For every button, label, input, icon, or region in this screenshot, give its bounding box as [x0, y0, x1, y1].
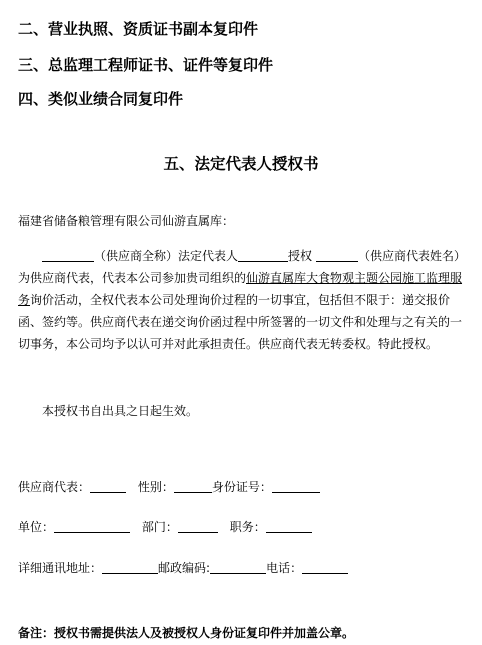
heading-similar-contracts: 四、类似业绩合同复印件	[18, 90, 184, 108]
authorization-paragraph	[18, 245, 470, 355]
position-blank	[266, 519, 312, 533]
id-label: 身份证号：	[211, 480, 272, 494]
gender-blank	[174, 479, 212, 493]
form-row-address	[18, 559, 348, 576]
dept-label: 部门：	[141, 520, 178, 534]
postcode-blank	[210, 560, 266, 574]
form-row-rep	[18, 478, 320, 495]
legal-rep-blank	[238, 248, 288, 262]
rep-blank	[90, 479, 126, 493]
remark: 备注：授权书需提供法人及被授权人身份证复印件并加盖公章。	[18, 626, 355, 640]
text-segment: （供应商全称）法定代表人	[94, 249, 239, 263]
rep-label: 供应商代表：	[18, 480, 91, 494]
company-name-blank	[42, 248, 94, 262]
address-blank	[102, 560, 158, 574]
position-label: 职务：	[229, 520, 266, 534]
effective-statement: 本授权书自出具之日起生效。	[42, 404, 199, 418]
unit-blank	[54, 519, 130, 533]
gender-label: 性别：	[137, 480, 174, 494]
text-segment: （供应商代表姓名）为供应商代表，代表本公司参加贵司组织的	[18, 249, 467, 285]
phone-label: 电话：	[266, 561, 303, 575]
address-label: 详细通讯地址：	[18, 561, 103, 575]
id-blank	[272, 479, 320, 493]
heading-supervisor-certificates: 三、总监理工程师证书、证件等复印件	[18, 56, 274, 74]
text-segment: 询价活动，全权代表本公司处理询价过程的一切事宜，包括但不限于：递交报价函、签约等。供应商代表在递交询价函过程中所签署的一切文件和处理与之有关的一切事务，本公司均予以认可并对此承担责任。供应商代表无转委权。特此授权。	[18, 293, 463, 351]
addressee: 福建省储备粮管理有限公司仙游直属库：	[18, 214, 235, 228]
dept-blank	[178, 519, 218, 533]
form-row-unit	[18, 518, 312, 535]
project-name: 仙游直属库大食物观主题公园施工监理服务	[18, 271, 463, 307]
text-segment: 授权	[288, 249, 313, 263]
phone-blank	[302, 560, 348, 574]
unit-label: 单位：	[18, 520, 55, 534]
heading-business-license: 二、营业执照、资质证书副本复印件	[18, 20, 259, 38]
postcode-label: 邮政编码:	[158, 561, 211, 575]
rep-name-blank	[316, 248, 358, 262]
document-title: 五、法定代表人授权书	[163, 155, 319, 173]
